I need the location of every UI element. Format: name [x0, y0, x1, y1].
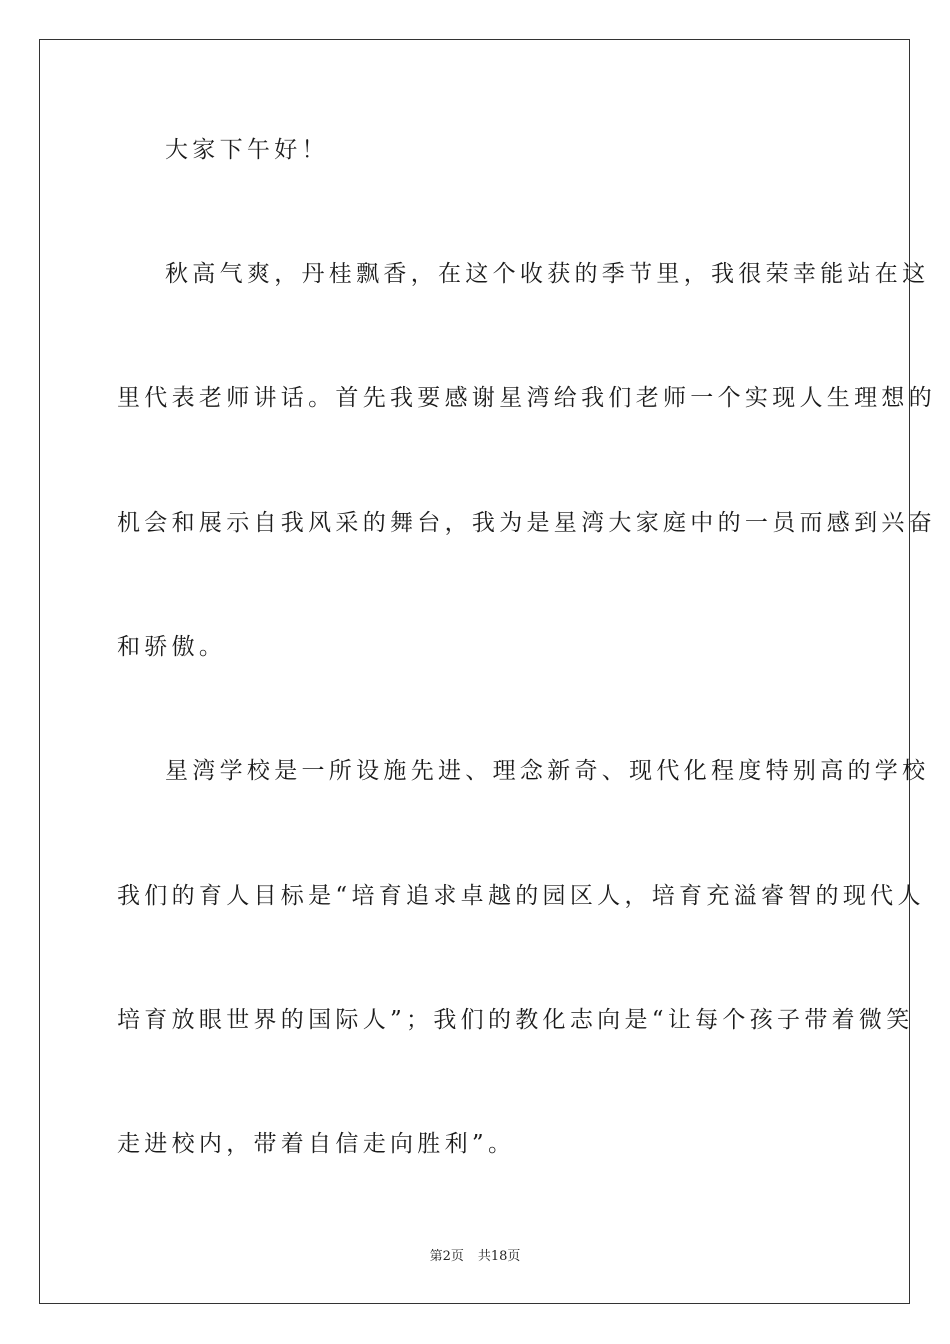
page-footer: [0, 1247, 950, 1267]
page-total: 共18页: [477, 1249, 521, 1264]
paragraph-2-line-2: 我们的育人目标是“培育追求卓越的园区人，培育充溢睿智的现代人: [117, 883, 925, 909]
greeting-line: 大家下午好！: [165, 137, 329, 163]
paragraph-2-line-1: 星湾学校是一所设施先进、理念新奇、现代化程度特别高的学校: [165, 758, 930, 784]
paragraph-1-line-2: 里代表老师讲话。首先我要感谢星湾给我们老师一个实现人生理想的: [117, 385, 936, 411]
paragraph-2-line-4: 走进校内，带着自信走向胜利”。: [117, 1131, 516, 1157]
paragraph-2-line-3: 培育放眼世界的国际人”；我们的教化志向是“让每个孩子带着微笑: [117, 1007, 914, 1033]
paragraph-1-line-4: 和骄傲。: [117, 634, 227, 660]
paragraph-1-line-1: 秋高气爽，丹桂飘香，在这个收获的季节里，我很荣幸能站在这: [165, 261, 930, 287]
page-number: 第2页: [429, 1249, 464, 1264]
page-border: [39, 39, 936, 1304]
paragraph-1-line-3: 机会和展示自我风采的舞台，我为是星湾大家庭中的一员而感到兴奋: [117, 510, 936, 536]
